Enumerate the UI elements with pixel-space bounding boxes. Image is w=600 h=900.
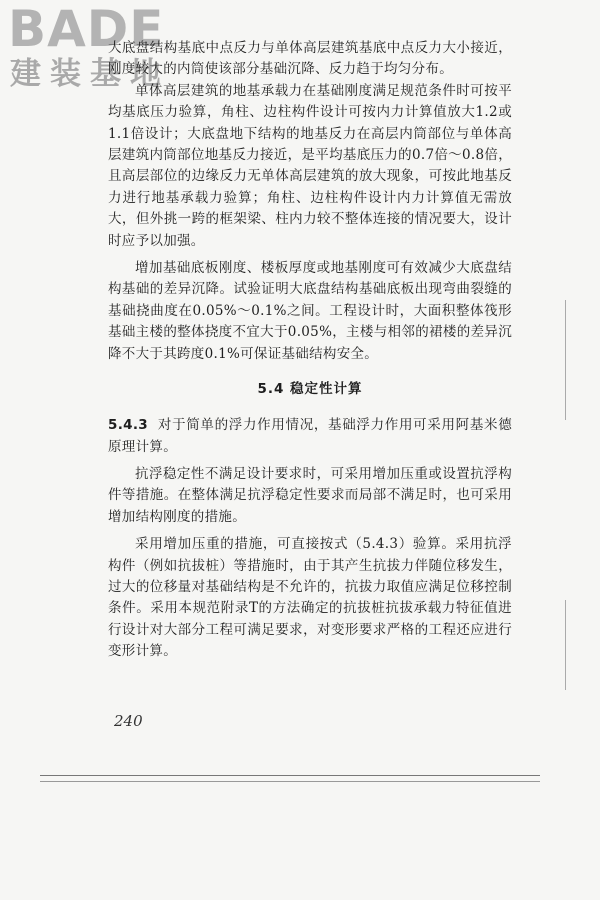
page-body	[108, 38, 512, 663]
paragraph-uplift-piles: 采用增加压重的措施，可直接按式（5.4.3）验算。采用抗浮构件（例如抗拔桩）等措施时，由于其产生抗拔力伴随位移发生，过大的位移量对基础结构是不允许的，抗拔力取值应满足位移控制条件。采用本规范附录T的方法确定的抗拔桩抗拔承载力特征值进行设计对大部分工程可满足要求，对变形要求严格的工程还应进行变形计算。	[108, 536, 512, 660]
clause-text: 对于简单的浮力作用情况，基础浮力作用可采用阿基米德原理计算。	[108, 417, 513, 455]
page-number: 240	[114, 712, 143, 730]
clause-number: 5.4.3	[108, 417, 148, 434]
scan-edge-mark	[565, 300, 566, 420]
paragraph-continued: 大底盘结构基底中点反力与单体高层建筑基底中点反力大小接近，刚度较大的内筒使该部分基础沉降、反力趋于均匀分布。	[108, 40, 512, 78]
paragraph-bearing-capacity: 单体高层建筑的地基承载力在基础刚度满足规范条件时可按平均基底压力验算，角柱、边柱构件设计可按内力计算值放大1.2或1.1倍设计；大底盘地下结构的地基反力在高层内筒部位与单体高层建筑内筒部位地基反力接近，是平均基底压力的0.7倍～0.8倍，且高层部位的边缘反力无单体高层建筑的放大现象，可按此地基反力进行地基承载力验算；角柱、边柱构件设计内力计算值无需放大，但外挑一跨的框架梁、柱内力较不整体连接的情况要大，设计时应予以加强。	[108, 82, 512, 249]
section-heading: 5.4 稳定性计算	[257, 381, 363, 398]
bottom-rule-secondary	[40, 781, 540, 782]
bottom-rule	[40, 775, 540, 776]
paragraph-differential-settlement: 增加基础底板刚度、楼板厚度或地基刚度可有效减少大底盘结构基础的差异沉降。试验证明大底盘结构基础底板出现弯曲裂缝的基础挠曲度在0.05%～0.1%之间。工程设计时，大面积整体筏形基础主楼的整体挠度不宜大于0.05%，主楼与相邻的裙楼的差异沉降不大于其跨度0.1%可保证基础结构安全。	[108, 260, 512, 362]
clause-5-4-3	[108, 415, 512, 458]
scan-edge-mark	[565, 600, 566, 690]
logo-latin-text: BADE	[8, 0, 165, 58]
paragraph-anti-float-measures: 抗浮稳定性不满足设计要求时，可采用增加压重或设置抗浮构件等措施。在整体满足抗浮稳定性要求而局部不满足时，也可采用增加结构刚度的措施。	[108, 465, 512, 525]
logo-chinese-text: 建装基地	[10, 56, 170, 92]
